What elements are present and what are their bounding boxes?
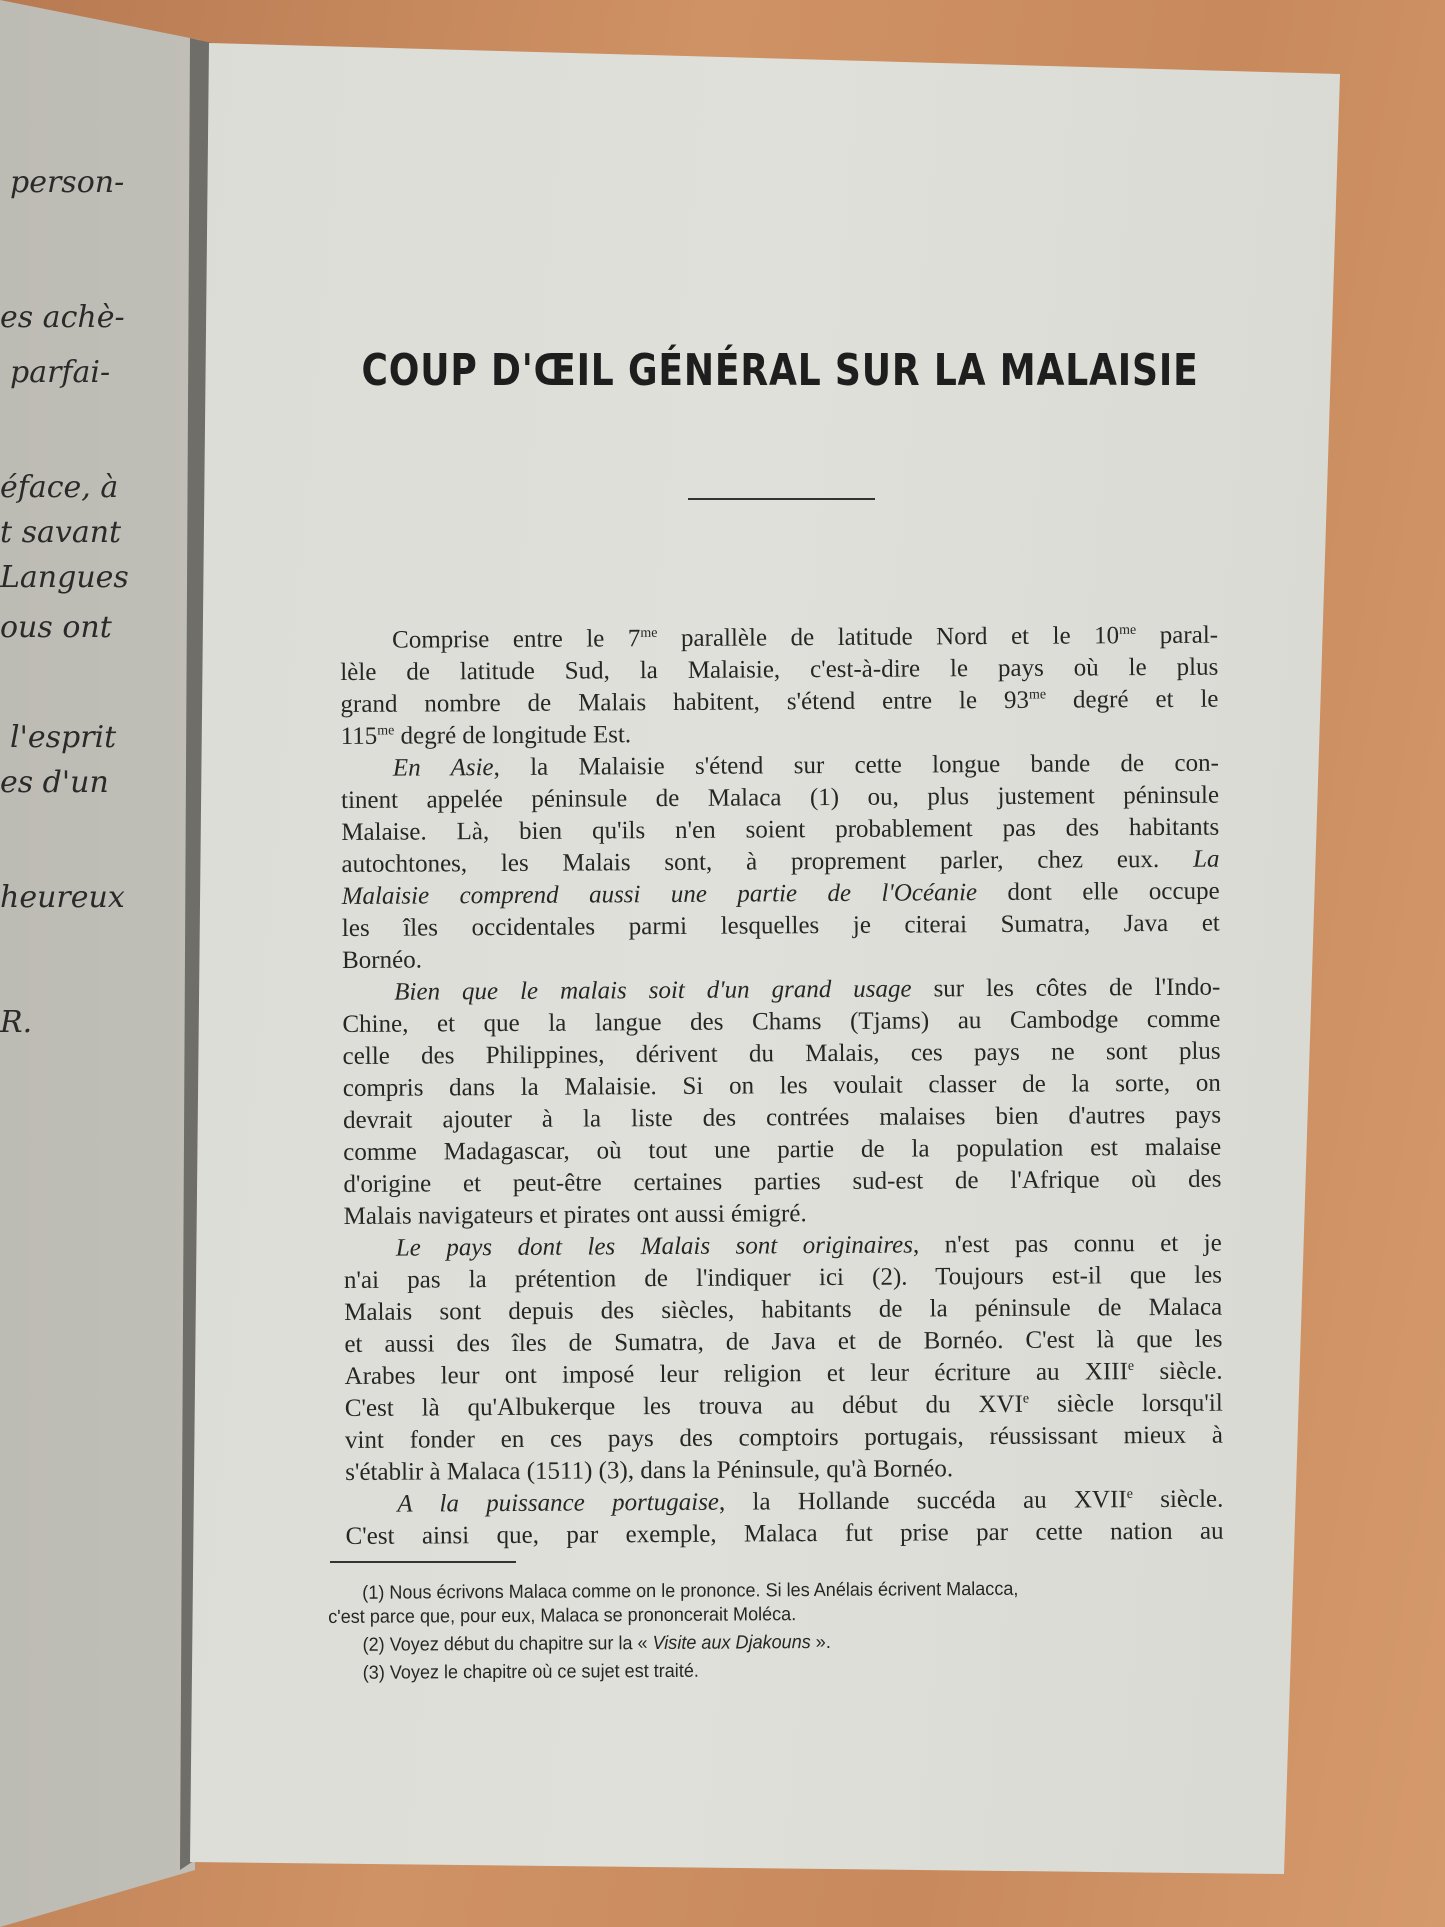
text-run: Chine, et que la langue des Chams (Tjams) au Cambodge comme bbox=[342, 1005, 1221, 1038]
text-run: tinent appelée péninsule de Malaca (1) ou, plus justement péninsule bbox=[340, 781, 1220, 814]
italic-text: A la puissance portugaise bbox=[397, 1488, 720, 1518]
text-run: , la Hollande succéda au XVII bbox=[718, 1486, 1127, 1516]
superscript: e bbox=[1022, 1391, 1030, 1407]
text-line bbox=[342, 908, 1220, 945]
text-run: Bornéo. bbox=[341, 946, 422, 974]
italic-text: La bbox=[1192, 845, 1220, 873]
text-run: celle des Philippines, dérivent du Malais, ces pays ne sont plus bbox=[342, 1037, 1221, 1070]
footnote bbox=[328, 1629, 1164, 1658]
text-run: dont elle occupe bbox=[976, 877, 1220, 907]
text-line bbox=[344, 1356, 1222, 1393]
footnote-divider bbox=[330, 1561, 516, 1563]
footnote-line bbox=[328, 1657, 1164, 1686]
superscript: e bbox=[1127, 1358, 1135, 1374]
text-run: Arabes leur ont imposé leur religion et leur écriture au XIII bbox=[344, 1358, 1128, 1390]
left-page-fragment: éface, à bbox=[0, 470, 119, 505]
left-page-fragment: parfai- bbox=[10, 355, 111, 390]
text-run: (3) Voyez le chapitre où ce sujet est traité. bbox=[362, 1660, 699, 1684]
text-run: lèle de latitude Sud, la Malaisie, c'est-à-dire le pays où le plus bbox=[340, 653, 1219, 686]
text-line bbox=[343, 1036, 1221, 1073]
text-line bbox=[344, 1196, 1222, 1233]
text-run: Malais navigateurs et pirates ont aussi émigré. bbox=[343, 1200, 807, 1230]
text-line bbox=[343, 1164, 1221, 1201]
text-run: Malais sont depuis des siècles, habitants de la péninsule de Malaca bbox=[344, 1293, 1223, 1326]
text-run: siècle. bbox=[1134, 1357, 1223, 1386]
left-page-fragment: l'esprit bbox=[10, 720, 117, 755]
body-text bbox=[340, 620, 1224, 1553]
italic-text: En Asie bbox=[392, 754, 494, 782]
left-page-fragment: Langues bbox=[0, 560, 129, 595]
text-run: , la Malaisie s'étend sur cette longue bande de con- bbox=[493, 749, 1219, 782]
italic-text: Visite aux Djakouns bbox=[652, 1632, 811, 1655]
text-run: devrait ajouter à la liste des contrées malaises bien d'autres pays bbox=[342, 1101, 1222, 1134]
text-run: C'est là qu'Albukerque les trouva au début du XVI bbox=[344, 1390, 1023, 1422]
text-line bbox=[342, 940, 1220, 977]
text-run: 115 bbox=[340, 722, 378, 750]
text-run: parallèle de latitude Nord et le 10 bbox=[657, 622, 1120, 653]
text-run: et aussi des îles de Sumatra, de Java et de Bornéo. C'est là que les bbox=[344, 1325, 1223, 1358]
text-run: n'ai pas la prétention de l'indiquer ici (2). Toujours est-il que les bbox=[343, 1261, 1223, 1294]
text-line bbox=[343, 1132, 1221, 1169]
text-line bbox=[344, 1260, 1222, 1297]
text-line bbox=[342, 1004, 1220, 1041]
footnote-line bbox=[328, 1629, 1164, 1658]
title-divider bbox=[688, 498, 875, 500]
text-line bbox=[340, 620, 1218, 657]
text-line bbox=[340, 684, 1218, 721]
text-run: siècle lorsqu'il bbox=[1029, 1389, 1223, 1418]
text-line bbox=[345, 1420, 1223, 1457]
text-line bbox=[345, 1452, 1223, 1489]
text-run: paral- bbox=[1136, 621, 1219, 650]
left-page-fragment: es achè- bbox=[0, 300, 125, 335]
text-line bbox=[344, 1228, 1222, 1265]
footnote-line bbox=[328, 1601, 1164, 1630]
text-line bbox=[343, 1100, 1221, 1137]
left-page-fragment: R. bbox=[0, 1005, 33, 1040]
left-page-fragment: ous ont bbox=[0, 610, 112, 645]
text-run: (1) Nous écrivons Malaca comme on le prononce. Si les Anélais écrivent Malacca, bbox=[362, 1578, 1019, 1604]
text-run: , n'est pas connu et je bbox=[912, 1229, 1222, 1259]
text-run: vint fonder en ces pays des comptoirs portugais, réussissant mieux à bbox=[344, 1421, 1224, 1454]
text-line bbox=[342, 972, 1220, 1009]
left-page-fragment: es d'un bbox=[0, 765, 109, 800]
footnotes bbox=[328, 1577, 1165, 1686]
left-page-fragment: t savant bbox=[0, 515, 122, 550]
text-run: autochtones, les Malais sont, à proprement parler, chez eux. bbox=[341, 845, 1194, 878]
text-run: comme Madagascar, où tout une partie de la population est malaise bbox=[343, 1133, 1222, 1166]
text-line bbox=[341, 716, 1219, 753]
text-run: siècle. bbox=[1132, 1485, 1224, 1514]
text-run: compris dans la Malaisie. Si on les voulait classer de la sorte, on bbox=[342, 1069, 1221, 1102]
superscript: me bbox=[377, 723, 395, 739]
text-run: C'est ainsi que, par exemple, Malaca fut prise par cette nation au bbox=[345, 1517, 1224, 1550]
footnote bbox=[328, 1577, 1164, 1630]
text-line bbox=[341, 748, 1219, 785]
text-line bbox=[344, 1292, 1222, 1329]
italic-text: Le pays dont les Malais sont originaires bbox=[395, 1231, 914, 1262]
text-run: d'origine et peut-être certaines parties sud-est de l'Afrique où des bbox=[343, 1165, 1222, 1198]
left-page-fragment: person- bbox=[10, 165, 125, 200]
text-line bbox=[343, 1068, 1221, 1105]
superscript: me bbox=[1028, 687, 1047, 703]
chapter-title: COUP D'ŒIL GÉNÉRAL SUR LA MALAISIE bbox=[361, 345, 1199, 396]
text-run: sur les côtes de l'Indo- bbox=[911, 973, 1221, 1003]
text-run: Comprise entre le 7 bbox=[392, 625, 641, 654]
italic-text: Malaisie comprend aussi une partie de l'Océanie bbox=[341, 879, 978, 910]
left-page-fragment: heureux bbox=[0, 880, 125, 915]
text-line bbox=[345, 1388, 1223, 1425]
footnote bbox=[328, 1657, 1164, 1686]
superscript: me bbox=[1119, 622, 1137, 638]
text-run: degré et le bbox=[1045, 685, 1219, 714]
text-run: (2) Voyez début du chapitre sur la « bbox=[362, 1633, 653, 1656]
text-run: degré de longitude Est. bbox=[394, 721, 632, 750]
text-run: s'établir à Malaca (1511) (3), dans la Péninsule, qu'à Bornéo. bbox=[345, 1455, 954, 1486]
superscript: me bbox=[640, 625, 658, 641]
text-run: grand nombre de Malais habitent, s'étend entre le 93 bbox=[340, 686, 1030, 718]
text-line bbox=[340, 652, 1218, 689]
text-line bbox=[341, 780, 1219, 817]
text-run: les îles occidentales parmi lesquelles je citerai Sumatra, Java et bbox=[341, 909, 1220, 942]
text-line bbox=[345, 1516, 1223, 1553]
text-line bbox=[341, 812, 1219, 849]
text-line bbox=[341, 844, 1219, 881]
text-line bbox=[345, 1484, 1223, 1521]
text-run: c'est parce que, pour eux, Malaca se prononcerait Moléca. bbox=[328, 1604, 797, 1628]
superscript: e bbox=[1126, 1486, 1133, 1502]
text-run: Malaise. Là, bien qu'ils n'en soient probablement pas des habitants bbox=[341, 813, 1220, 846]
italic-text: Bien que le malais soit d'un grand usage bbox=[394, 975, 912, 1006]
text-line bbox=[342, 876, 1220, 913]
text-run: ». bbox=[810, 1631, 831, 1654]
text-line bbox=[344, 1324, 1222, 1361]
